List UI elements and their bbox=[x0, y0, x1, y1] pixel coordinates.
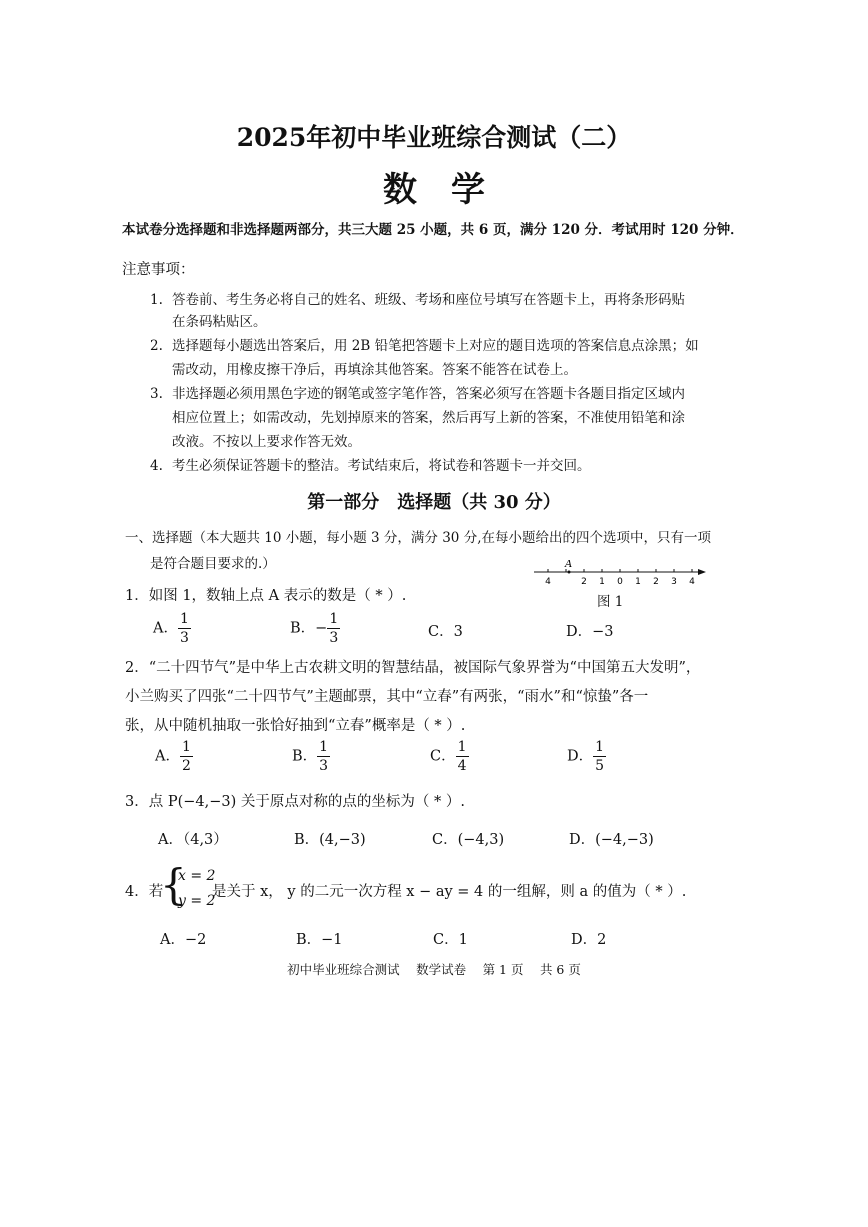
point-a-label: A bbox=[565, 560, 573, 570]
number-line-tick-label: 1 bbox=[635, 577, 641, 587]
number-line-tick-label: 0 bbox=[617, 577, 623, 587]
question-2-line3: 张，从中随机抽取一张恰好抽到“立春”概率是（ * ）. bbox=[125, 718, 466, 734]
number-line-tick-label: 4 bbox=[545, 577, 551, 587]
q3-option-a[interactable]: A．（4,3） bbox=[158, 832, 228, 848]
note-1: 1. 答卷前、考生务必将自己的姓名、班级、考场和座位号填写在答题卡上，再将条形码贴 bbox=[150, 292, 685, 308]
q4-option-b[interactable]: B．−1 bbox=[296, 932, 343, 948]
q4-option-d[interactable]: D．2 bbox=[571, 932, 607, 948]
question-2-line2: 小兰购买了四张“二十四节气”主题邮票，其中“立春”有两张，“雨水”和“惊蛰”各一 bbox=[125, 689, 649, 705]
fraction: $\frac{1}{2}$ bbox=[181, 739, 191, 774]
section-instruction: 一、选择题（本大题共 10 小题，每小题 3 分，满分 30 分,在每小题给出的四个选项中，只有一项 bbox=[125, 530, 711, 546]
subject-title: 数学 bbox=[383, 170, 519, 210]
fraction: $\frac{1}{3}$ bbox=[319, 739, 329, 774]
section-title: 第一部分 选择题（共 30 分） bbox=[307, 492, 561, 513]
q4-option-a[interactable]: A．−2 bbox=[160, 932, 207, 948]
fraction: $\frac{1}{3}$ bbox=[329, 611, 339, 646]
fraction: $\frac{1}{3}$ bbox=[179, 611, 189, 646]
q1-option-d[interactable]: D．−3 bbox=[566, 624, 614, 640]
q1-option-c[interactable]: C．3 bbox=[428, 624, 463, 640]
question-1-stem: 1．如图 1，数轴上点 A 表示的数是（ * ）. bbox=[125, 588, 407, 604]
q4-option-c[interactable]: C．1 bbox=[433, 932, 468, 948]
q2-option-c[interactable]: C． $\frac{1}{4}$ bbox=[430, 739, 467, 774]
q2-option-d[interactable]: D． $\frac{1}{5}$ bbox=[567, 739, 605, 774]
q1-option-b[interactable]: B．− $\frac{1}{3}$ bbox=[290, 611, 339, 646]
number-line-tick-label: 2 bbox=[653, 577, 659, 587]
q2-option-a[interactable]: A． $\frac{1}{2}$ bbox=[155, 739, 191, 774]
question-4-prefix: 4．若 bbox=[125, 884, 164, 900]
note-3: 3. 非选择题必须用黑色字迹的钢笔或签字笔作答，答案必须写在答题卡各题目指定区域内 bbox=[150, 386, 685, 402]
fraction: $\frac{1}{4}$ bbox=[457, 739, 467, 774]
q3-option-d[interactable]: D．(−4,−3) bbox=[569, 832, 654, 848]
equation-1: x = 2 bbox=[178, 868, 216, 884]
fraction: $\frac{1}{5}$ bbox=[595, 739, 605, 774]
number-line-tick-label: 4 bbox=[689, 577, 695, 587]
figure-caption: 图 1 bbox=[597, 594, 624, 610]
point-a-marker bbox=[568, 571, 571, 574]
exam-title: 2025年初中毕业班综合测试（二） bbox=[236, 123, 632, 152]
note-1-cont: 在条码粘贴区。 bbox=[172, 314, 267, 330]
system-brace: { bbox=[160, 860, 187, 909]
number-line-tick-label: 3 bbox=[671, 577, 677, 587]
q3-option-c[interactable]: C．(−4,3) bbox=[432, 832, 505, 848]
number-line-arrow bbox=[698, 569, 706, 575]
number-line-tick-label: 2 bbox=[581, 577, 587, 587]
q3-option-b[interactable]: B．(4,−3) bbox=[294, 832, 366, 848]
question-2-line1: 2．“二十四节气”是中华上古农耕文明的智慧结晶，被国际气象界誉为“中国第五大发明”， bbox=[125, 660, 701, 676]
note-2: 2. 选择题每小题选出答案后，用 2B 铅笔把答题卡上对应的题目选项的答案信息点涂黑；如 bbox=[150, 338, 699, 354]
q2-option-b[interactable]: B． $\frac{1}{3}$ bbox=[292, 739, 329, 774]
section-instruction-cont: 是符合题目要求的.） bbox=[150, 556, 276, 572]
page-footer: 初中毕业班综合测试 数学试卷 第 1 页 共 6 页 bbox=[287, 962, 581, 977]
note-2-cont: 需改动，用橡皮擦干净后，再填涂其他答案。答案不能答在试卷上。 bbox=[172, 362, 577, 378]
number-line-tick-label: 1 bbox=[599, 577, 605, 587]
exam-intro: 本试卷分选择题和非选择题两部分，共三大题 25 小题，共 6 页，满分 120 分．考试用时 120 分钟． bbox=[122, 222, 744, 238]
notice-heading: 注意事项： bbox=[122, 262, 195, 278]
q1-option-a[interactable]: A． $\frac{1}{3}$ bbox=[153, 611, 189, 646]
equation-2: y = 2 bbox=[178, 893, 216, 909]
note-3-cont2: 改液。不按以上要求作答无效。 bbox=[172, 434, 361, 450]
question-3-stem: 3．点 P(−4,−3) 关于原点对称的点的坐标为（ * ）. bbox=[125, 794, 465, 810]
note-3-cont: 相应位置上；如需改动，先划掉原来的答案，然后再写上新的答案，不准使用铅笔和涂 bbox=[172, 410, 685, 426]
question-4-suffix: 是关于 x， y 的二元一次方程 x − ay = 4 的一组解，则 a 的值为（ * ）. bbox=[212, 884, 687, 900]
note-4: 4. 考生必须保证答题卡的整洁。考试结束后，将试卷和答题卡一并交回。 bbox=[150, 458, 591, 474]
